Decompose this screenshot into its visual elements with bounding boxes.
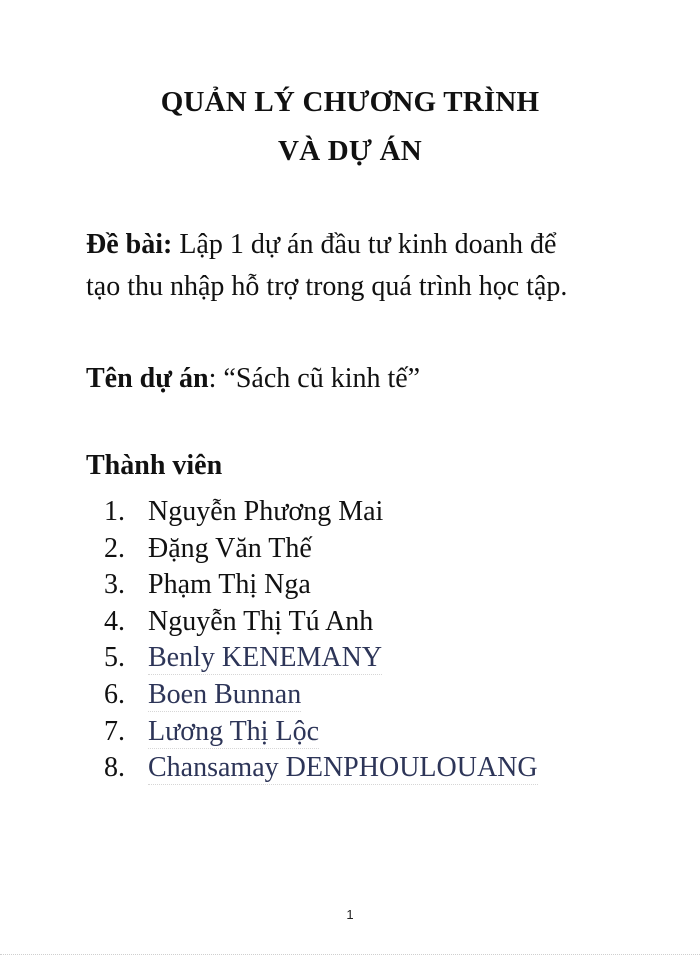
- project-separator: :: [208, 363, 224, 394]
- member-item-3: [104, 571, 538, 608]
- member-name: Benly KENEMANY: [148, 642, 383, 674]
- member-name: Phạm Thị Nga: [148, 569, 311, 601]
- member-number: 4.: [104, 605, 125, 637]
- member-name: Đặng Văn Thế: [148, 532, 312, 564]
- document-title-line-1: QUẢN LÝ CHƯƠNG TRÌNH: [160, 86, 540, 118]
- member-number: 1.: [104, 496, 125, 527]
- members-list: [104, 498, 538, 791]
- member-name: Chansamay DENPHOULOUANG: [148, 752, 538, 784]
- member-item-4: [104, 605, 538, 645]
- member-number: 7.: [104, 715, 125, 747]
- member-number: 2.: [104, 532, 125, 564]
- member-number: 5.: [104, 642, 125, 674]
- project-line: [86, 365, 676, 393]
- assignment-label: Đề bài:: [86, 229, 173, 260]
- member-name: Lương Thị Lộc: [148, 715, 319, 747]
- member-item-2: [104, 532, 538, 572]
- document-title-line-2: VÀ DỰ ÁN: [278, 135, 422, 167]
- page-bottom-divider: [0, 954, 700, 955]
- member-item-7: [104, 715, 538, 755]
- member-name: Nguyễn Thị Tú Anh: [148, 605, 374, 637]
- project-name: “Sách cũ kinh tế”: [223, 363, 421, 394]
- member-name: Nguyễn Phương Mai: [148, 496, 384, 527]
- member-item-1: [104, 498, 538, 535]
- member-number: 6.: [104, 678, 125, 710]
- members-heading: Thành viên: [86, 450, 223, 481]
- member-item-5: [104, 644, 538, 681]
- member-number: 3.: [104, 569, 125, 601]
- assignment-line-1: [86, 231, 676, 259]
- member-number: 8.: [104, 752, 125, 784]
- member-name: Boen Bunnan: [148, 678, 302, 710]
- assignment-line-2: tạo thu nhập hỗ trợ trong quá trình học tập.: [86, 271, 568, 302]
- member-item-8: [104, 754, 538, 791]
- project-label: Tên dự án: [86, 363, 209, 394]
- page-number: 1: [346, 907, 354, 922]
- assignment-text-1: Lập 1 dự án đầu tư kinh doanh để: [172, 229, 557, 260]
- member-item-6: [104, 678, 538, 718]
